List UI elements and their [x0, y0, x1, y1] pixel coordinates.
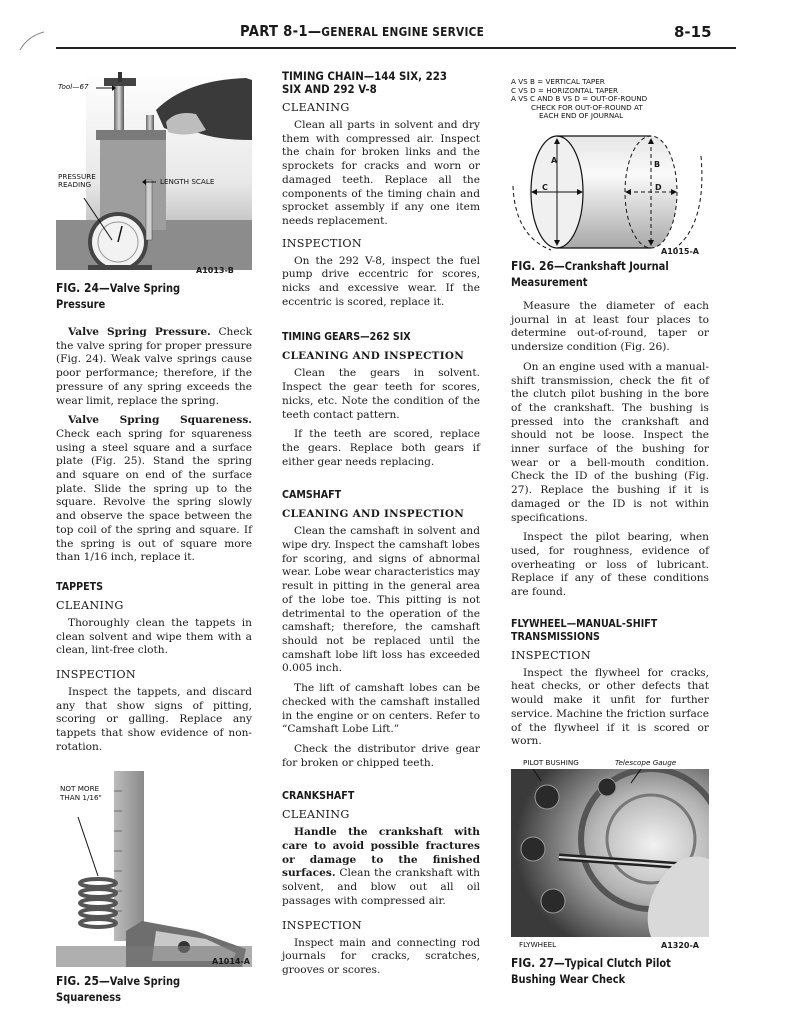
- section-heading-timing-chain: TIMING CHAIN—144 SIX, 223 SIX AND 292 V-8: [282, 69, 448, 96]
- paragraph-camshaft-2: The lift of camshaft lobes can be checked with the camshaft installed in the engine or on centers. Refer to “Camshaft Lobe Lift.”: [282, 682, 480, 736]
- label-flywheel: FLYWHEEL: [519, 939, 557, 949]
- caption-title: Valve Spring Pressure: [56, 281, 181, 311]
- label-length-scale: LENGTH SCALE: [160, 177, 215, 186]
- legend-line: CHECK FOR OUT-OF-ROUND AT: [531, 102, 643, 112]
- column-2: [282, 70, 480, 984]
- subheading-inspection: INSPECTION: [511, 648, 591, 662]
- paragraph-valve-spring-pressure: [56, 326, 252, 408]
- figure-26-legend: [511, 78, 709, 121]
- figure-code: A1320-A: [661, 940, 699, 950]
- diagram-label-d: D: [655, 183, 662, 192]
- subheading-inspection: INSPECTION: [282, 918, 362, 932]
- paragraph-body: Check the valve spring for proper pressure (Fig. 24). Weak valve springs cause poor performance; therefore, if the pressure of any spring exceeds the wear limit, replace the spring.: [56, 326, 252, 407]
- page-number: 8-15: [674, 23, 712, 41]
- figure-27: [511, 757, 709, 953]
- paragraph-crankshaft-inspection: Inspect main and connecting rod journals for cracks, scratches, grooves or scores.: [282, 936, 480, 976]
- header-dash: —: [307, 22, 322, 40]
- section-heading-timing-gears: TIMING GEARS—262 SIX: [282, 331, 411, 344]
- paragraph-crankshaft-cleaning: [282, 826, 480, 908]
- header-part-sub: GENERAL ENGINE SERVICE: [321, 25, 485, 39]
- paragraph-body: Clean the crankshaft with solvent, and blow out all oil passages with compressed air.: [282, 867, 481, 907]
- page-header-title: [240, 22, 522, 40]
- section-heading-tappets: TAPPETS: [56, 580, 104, 593]
- paragraph-lead: Valve Spring Squareness.: [68, 414, 252, 427]
- subheading-cleaning: CLEANING: [282, 101, 350, 114]
- paragraph-tappets-cleaning: Thoroughly clean the tappets in clean solvent and wipe them with a clean, lint-free cloth.: [56, 616, 252, 657]
- figure-code: A1015-A: [661, 247, 699, 256]
- caption-number: FIG. 25: [56, 972, 99, 988]
- caption-number: FIG. 24: [56, 280, 99, 295]
- paragraph-measure-journal: Measure the diameter of each journal in at least four places to determine out-of-round, taper or undersize condition (Fig. 26).: [511, 300, 709, 354]
- subheading-cleaning: CLEANING: [56, 598, 124, 612]
- caption-number: FIG. 27: [511, 954, 554, 970]
- figure-26: [511, 70, 709, 256]
- label-telescope-gauge: Telescope Gauge: [615, 757, 677, 767]
- section-heading-flywheel: FLYWHEEL—MANUAL-SHIFT TRANSMISSIONS: [511, 617, 658, 643]
- diagram-label-a: A: [551, 156, 558, 165]
- label-not-more: NOT MORE: [60, 783, 100, 793]
- paragraph-tappets-inspection: Inspect the tappets, and discard any that show signs of pitting, scoring or galling. Replace any tappets that show evidence of non-rotation.: [56, 686, 252, 753]
- caption-title: Typical Clutch Pilot Bushing Wear Check: [511, 955, 671, 986]
- clutch-pilot-bushing-photo: [511, 769, 709, 937]
- paragraph-lead: Valve Spring Pressure.: [68, 326, 211, 338]
- paragraph-pilot-bushing: On an engine used with a manual-shift transmission, check the fit of the clutch pilot bushing in the bore of the crankshaft. The bushing is pressed into the crankshaft and should not be loose. Inspect the inner surface of the bushing for wear or a bell-mouth condition. Check the ID of the bushing (Fig. 27). Replace the bushing if it is damaged or the ID is not within specifications.: [511, 360, 709, 524]
- subheading-cleaning-and-inspection: CLEANING AND INSPECTION: [282, 350, 464, 363]
- header-part: PART 8-1: [240, 22, 308, 40]
- figure-25-caption: FIG. 25—Valve Spring Squareness: [56, 972, 181, 1004]
- legend-line: A VS C AND B VS D = OUT-OF-ROUND: [511, 94, 648, 104]
- valve-spring-pressure-photo: [56, 70, 252, 270]
- figure-code: A1014-A: [212, 956, 250, 966]
- section-heading-crankshaft: CRANKSHAFT: [282, 790, 355, 803]
- label-tool: Tool—67: [58, 82, 89, 91]
- diagram-label-b: B: [654, 160, 661, 169]
- label-pressure: PRESSURE: [58, 172, 96, 181]
- subheading-inspection: INSPECTION: [282, 236, 362, 250]
- legend-line: C VS D = HORIZONTAL TAPER: [511, 85, 618, 95]
- paragraph-body: Check each spring for squareness using a steel square and a surface plate (Fig. 25). Stand the spring and square on end of the surface plate. Slide the spring up to the square. Revolve the spring slowly and observe the space between the top coil of the spring and square. If the spring is out of square more than 1/16 inch, replace it.: [56, 427, 252, 564]
- legend-line: A VS B = VERTICAL TAPER: [511, 77, 605, 86]
- label-pilot-bushing: PILOT BUSHING: [523, 757, 579, 767]
- caption-title: Valve Spring Squareness: [56, 973, 181, 1004]
- figure-code: A1013-B: [196, 266, 234, 275]
- figure-24-caption: FIG. 24—Valve Spring Pressure: [56, 280, 181, 311]
- paragraph-timing-chain-cleaning: Clean all parts in solvent and dry them with compressed air. Inspect the chain for broken links and the sprockets for cracks and worn or damaged teeth. Replace all the components of the timing chain and sprocket assembly if any one item needs replacement.: [282, 119, 480, 227]
- paragraph-camshaft-3: Check the distributor drive gear for broken or chipped teeth.: [282, 742, 480, 769]
- figure-24: [56, 70, 252, 280]
- subheading-cleaning: CLEANING: [282, 808, 350, 822]
- figure-27-caption: FIG. 27—Typical Clutch Pilot Bushing Wear Check: [511, 954, 671, 986]
- column-3: [511, 70, 709, 987]
- corner-mark: [18, 30, 48, 52]
- subheading-inspection: INSPECTION: [56, 668, 136, 682]
- column-1: [56, 70, 252, 1005]
- header-rule: [56, 47, 736, 49]
- figure-25: [56, 771, 252, 971]
- label-reading: READING: [58, 180, 92, 189]
- diagram-label-c: C: [542, 183, 548, 192]
- caption-number: FIG. 26: [511, 258, 554, 273]
- legend-line: EACH END OF JOURNAL: [539, 111, 624, 121]
- figure-26-caption: FIG. 26—Crankshaft Journal Measurement: [511, 258, 669, 289]
- paragraph-timing-chain-inspection: On the 292 V-8, inspect the fuel pump drive eccentric for scores, nicks and excessive wear. If the eccentric is scored, replace it.: [282, 254, 480, 308]
- subheading-cleaning-and-inspection: CLEANING AND INSPECTION: [282, 508, 464, 521]
- section-heading-camshaft: CAMSHAFT: [282, 489, 342, 502]
- caution-text: Handle the crankshaft with care to avoid possible fractures or damage to the finished surfaces.: [282, 826, 480, 880]
- paragraph-flywheel-inspection: Inspect the flywheel for cracks, heat checks, or other defects that would make it unfit for further service. Machine the friction surface of the flywheel if it is scored or worn.: [511, 666, 709, 748]
- paragraph-pilot-bearing: Inspect the pilot bearing, when used, for roughness, evidence of overheating or loss of lubricant. Replace if any of these conditions are found.: [511, 531, 709, 599]
- paragraph-camshaft-1: Clean the camshaft in solvent and wipe dry. Inspect the camshaft lobes for scoring, and signs of abnormal wear. Lobe wear characteristics may result in pitting in the general area of the lobe toe. This pitting is not detrimental to the operation of the camshaft; therefore, the camshaft should not be replaced until the camshaft lobe lift loss has exceeded 0.005 inch.: [282, 525, 480, 675]
- paragraph-timing-gears-2: If the teeth are scored, replace the gears. Replace both gears if either gear needs replacing.: [282, 428, 480, 468]
- paragraph-timing-gears-1: Clean the gears in solvent. Inspect the gear teeth for scores, nicks, etc. Note the condition of the teeth contact pattern.: [282, 367, 480, 421]
- paragraph-valve-spring-squareness: [56, 414, 252, 565]
- caption-title: Crankshaft Journal Measurement: [511, 259, 669, 289]
- label-than: THAN 1/16": [60, 792, 102, 802]
- crankshaft-journal-diagram: [511, 126, 709, 256]
